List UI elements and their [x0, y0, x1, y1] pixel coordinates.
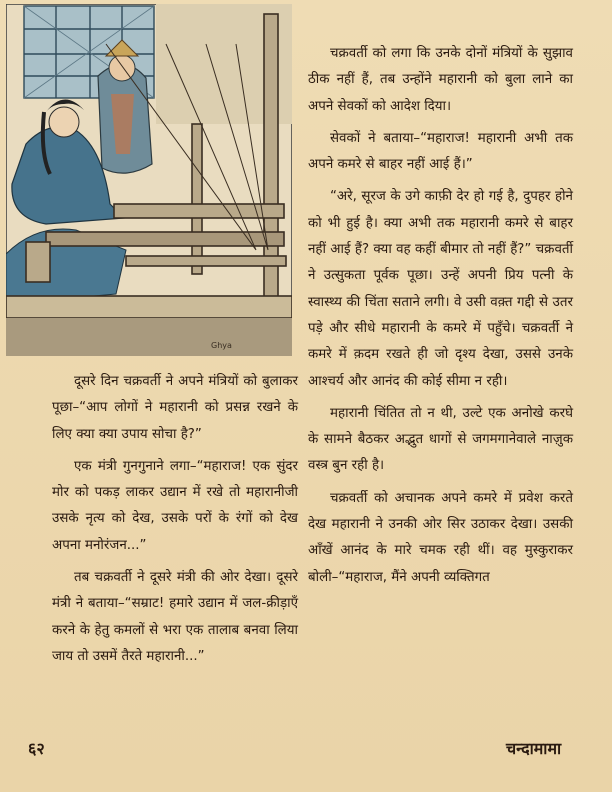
illustrator-signature: Ghya	[211, 341, 232, 350]
paragraph: दूसरे दिन चक्रवर्ती ने अपने मंत्रियों को बुलाकर पूछा–“आप लोगों ने महारानी को प्रसन्न रखने के लिए क्या क्या उपाय सोचा है?”	[52, 374, 298, 442]
paragraph: चक्रवर्ती को अचानक अपने कमरे में प्रवेश करते देख महारानी ने उनकी ओर सिर उठाकर देखा। उसकी आँखें आनंद के मारे चमक रही थीं। वह मुस्कुराकर बोली–“महाराज, मैंने अपनी व्यक्तिगत	[308, 490, 573, 585]
magazine-title: चन्दामामा	[506, 739, 562, 758]
paragraph: “अरे, सूरज के उगे काफ़ी देर हो गई है, दुपहर होने को भी हुई है। क्या अभी तक महारानी कमरे से बाहर नहीं आई हैं? क्या वह कहीं बीमार तो नहीं हैं?” चक्रवर्ती ने उत्सुकता पूर्वक पूछा। उन्हें अपनी प्रिय पत्नी के स्वास्थ्य की चिंता सताने लगी। वे उसी वक़्त गद्दी से उतर पड़े और सीधे महारानी के कमरे में पहुँचे। चक्रवर्ती ने कमरे में क़दम रखते ही जो दृश्य देखा, उससे उनके आश्चर्य और आनंद की कोई सीमा न रही।	[308, 189, 573, 389]
left-text-column	[52, 369, 298, 676]
paragraph: तब चक्रवर्ती ने दूसरे मंत्री की ओर देखा। दूसरे मंत्री ने बताया–“सम्राट! हमारे उद्यान में जल-क्रीड़ाएँ करने के हेतु कमलों से भरा एक तालाब बनवा लिया जाय तो उसमें तैरते महारानी...”	[52, 570, 298, 664]
paragraph: सेवकों ने बताया–“महाराज! महारानी अभी तक अपने कमरे से बाहर नहीं आई हैं।”	[308, 130, 573, 173]
story-illustration	[6, 4, 292, 356]
page-number: ६२	[28, 739, 45, 758]
paragraph: महारानी चिंतित तो न थी, उल्टे एक अनोखे करघे के सामने बैठकर अद्भुत धागों से जगमगानेवाले नाज़ुक वस्त्र बुन रही है।	[308, 405, 573, 474]
paragraph: चक्रवर्ती को लगा कि उनके दोनों मंत्रियों के सुझाव ठीक नहीं हैं, तब उन्होंने महारानी को बुला लाने का अपने सेवकों को आदेश दिया।	[308, 46, 573, 114]
floor-shadow	[6, 318, 292, 356]
paragraph: एक मंत्री गुनगुनाने लगा–“महाराज! एक सुंदर मोर को पकड़ लाकर उद्यान में रखे तो महारानीजी उसके नृत्य को देख, उसके परों के रंगों को देख अपना मनोरंजन...”	[52, 458, 298, 553]
right-text-column	[308, 41, 573, 597]
